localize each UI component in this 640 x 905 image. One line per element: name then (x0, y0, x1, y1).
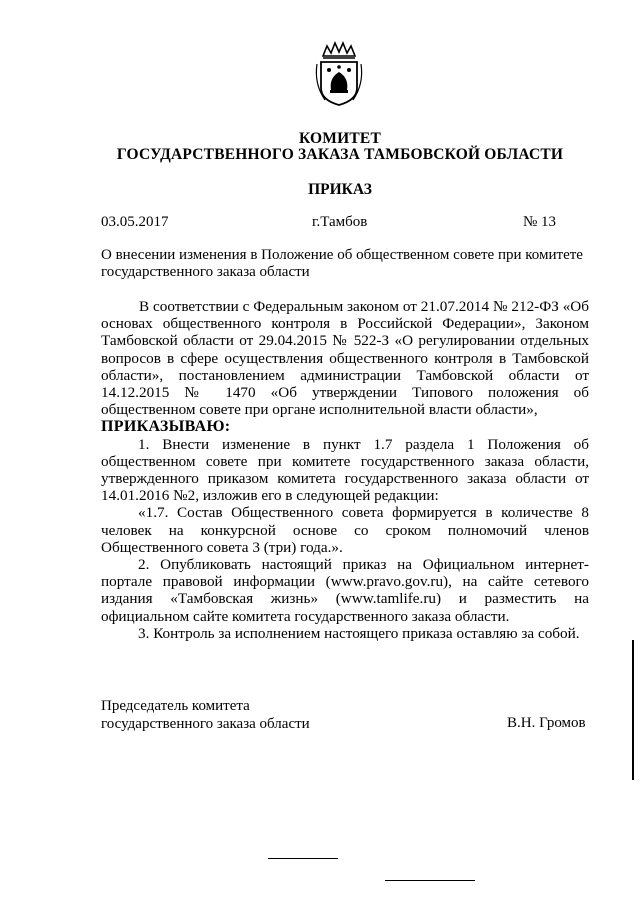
document-body (101, 298, 589, 642)
item-1: 1. Внести изменение в пункт 1.7 раздела 1 Положения об общественном совете при комитете государственного заказа области, утвержденного приказом комитета государственного заказа области от 14.01.2016 №2, изложив его в следующей редакции: (101, 435, 589, 505)
preamble-paragraph (101, 298, 589, 436)
signature-block (101, 697, 310, 733)
signature-title-line2: государственного заказа области (101, 716, 310, 732)
preamble-text: В соответствии с Федеральным законом от 21.07.2014 № 212-ФЗ «Об основах общественного контроля в Российской Федерации», Законом Тамбовской области от 29.04.2015 № 522-З «О регулировании отдельных вопросов в сфере осуществления общественного контроля в Тамбовской области», постановлением администрации Тамбовской области от 14.12.2015 № 1470 «Об утверждении Типового положения об общественном совете при органе исполнительной власти области», (101, 298, 589, 419)
item-2: 2. Опубликовать настоящий приказ на Официальном интернет-портале правовой информации (www.pravo.gov.ru), на сайте сетевого издания «Тамбовская жизнь» (www.tamlife.ru) и разместить на официальном сайте комитета государственного заказа области. (101, 556, 589, 625)
item-3: 3. Контроль за исполнением настоящего приказа оставляю за собой. (138, 624, 580, 642)
scan-edge-line (632, 640, 634, 780)
document-subject: О внесении изменения в Положение об общественном совете при комитете государственного заказа области (101, 247, 583, 280)
document-type: ПРИКАЗ (308, 181, 372, 198)
item-1-quote: «1.7. Состав Общественного совета формируется в количестве 8 человек на конкурсной основе со сроком полномочий членов Общественного совета 3 (три) года.». (101, 504, 589, 556)
org-name-line2: ГОСУДАРСТВЕННОГО ЗАКАЗА ТАМБОВСКОЙ ОБЛАСТИ (116, 146, 564, 163)
document-number: № 13 (523, 214, 557, 230)
coat-of-arms-icon (313, 40, 365, 108)
scan-artifact-line (385, 880, 475, 881)
scan-artifact-line (268, 858, 338, 859)
signature-title-line1: Председатель комитета (101, 698, 250, 714)
order-word: ПРИКАЗЫВАЮ: (101, 418, 231, 436)
document-city: г.Тамбов (312, 214, 368, 230)
document-date: 03.05.2017 (101, 214, 169, 230)
signatory-name: В.Н. Громов (507, 715, 586, 731)
org-name-line1: КОМИТЕТ (298, 130, 381, 147)
